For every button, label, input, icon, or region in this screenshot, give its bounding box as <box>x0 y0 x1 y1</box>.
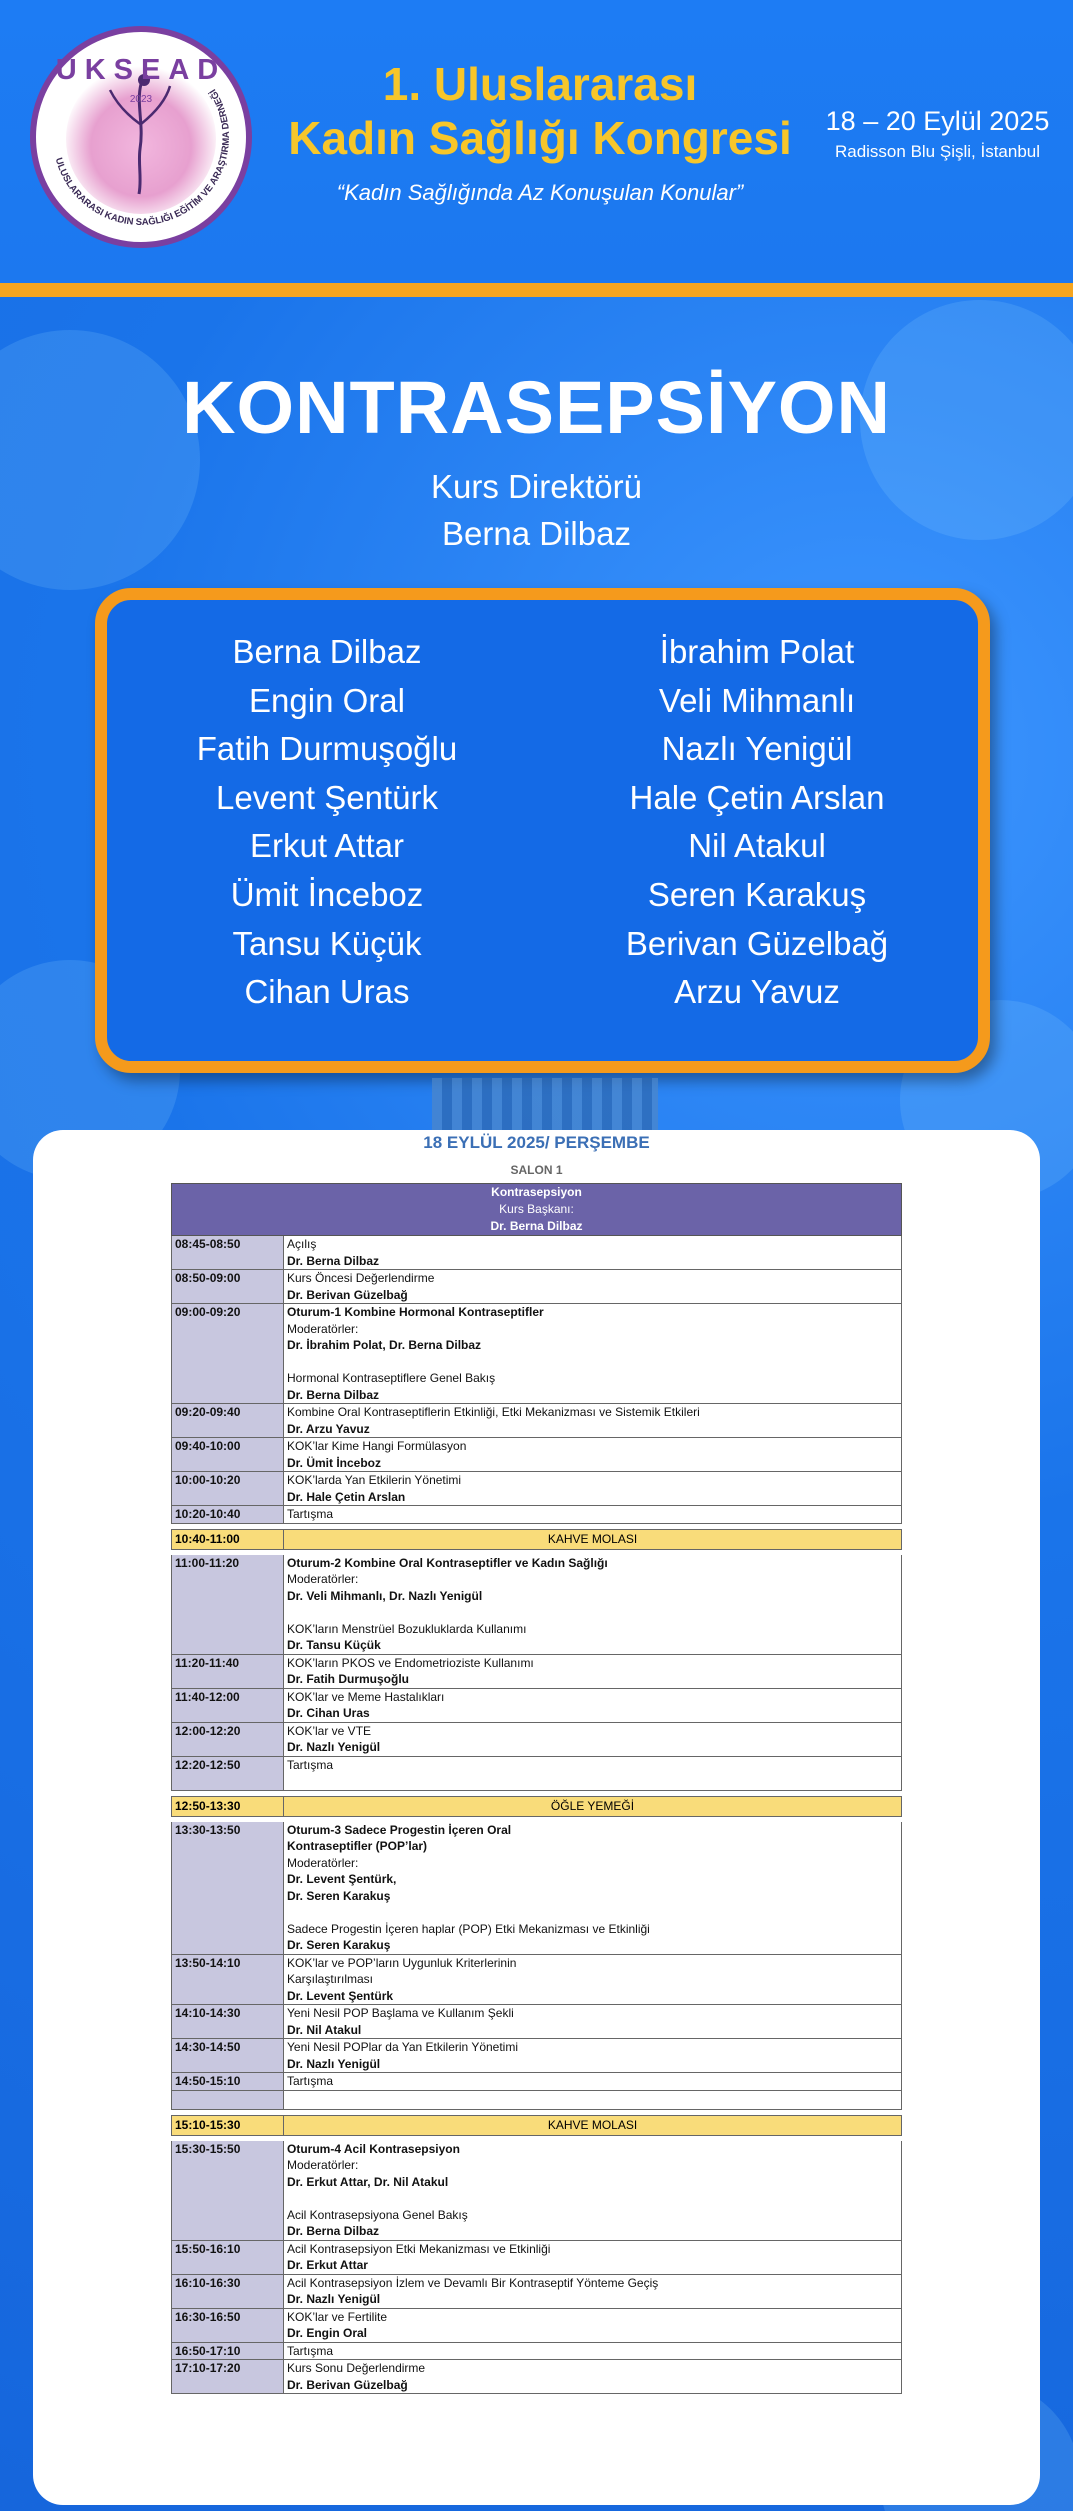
program-time: 08:45-08:50 <box>172 1236 284 1269</box>
program-time: 14:30-14:50 <box>172 2039 284 2072</box>
speaker-or-session-title: Dr. Nazlı Yenigül <box>287 1740 381 1754</box>
congress-title-line1: 1. Uluslararası <box>382 58 698 110</box>
program-time: 13:30-13:50 <box>172 1822 284 1954</box>
session-rows-afternoon <box>171 1822 902 2091</box>
program-row <box>171 2309 902 2343</box>
congress-subtitle: “Kadın Sağlığında Az Konuşulan Konular” <box>336 180 744 205</box>
program-row <box>171 2073 902 2091</box>
speaker-or-session-title: Oturum-4 Acil Kontrasepsiyon <box>287 2141 460 2156</box>
program-text: Acil Kontrasepsiyon Etki Mekanizması ve Etkinliği <box>287 2241 551 2256</box>
program-row <box>171 2141 902 2241</box>
program-time: 16:30-16:50 <box>172 2309 284 2342</box>
speaker-or-session-title: Dr. Engin Oral <box>287 2326 368 2340</box>
program-row <box>171 1236 902 1270</box>
faculty-name: Nazlı Yenigül <box>661 730 853 768</box>
program-text: KOK’lar ve Fertilite <box>287 2309 388 2324</box>
program-text <box>287 1354 901 1371</box>
break-time: 15:10-15:30 <box>172 2116 284 2135</box>
program-row <box>171 1270 902 1304</box>
speaker-or-session-title: Oturum-3 Sadece Progestin İçeren Oral <box>287 1822 512 1837</box>
program-text: Tartışma <box>287 2343 334 2358</box>
course-title: KONTRASEPSİYON <box>182 366 891 449</box>
program-text: KOK’ların PKOS ve Endometrioziste Kullanımı <box>287 1655 534 1670</box>
program-topic <box>284 2343 901 2360</box>
program-topic <box>284 1955 901 2005</box>
faculty-name: Berna Dilbaz <box>232 633 422 670</box>
faculty-name: Arzu Yavuz <box>674 973 840 1011</box>
faculty-name: İbrahim Polat <box>659 633 855 670</box>
program-row <box>171 1689 902 1723</box>
program-time: 17:10-17:20 <box>172 2360 284 2393</box>
svg-text:ULUSLARARASI KADIN SAĞLIĞI EĞİ: ULUSLARARASI KADIN SAĞLIĞI EĞİTİM VE ARAŞTIRMA DERNEĞİ <box>52 86 233 229</box>
speaker-or-session-title: Dr. Berna Dilbaz <box>287 1387 380 1402</box>
faculty-name: Ümit İnceboz <box>230 875 424 913</box>
break-row <box>171 1529 902 1550</box>
program-row <box>171 1438 902 1472</box>
program-text: KOK’ların Menstrüel Bozukluklarda Kullanımı <box>287 1621 527 1636</box>
program-topic <box>284 2241 901 2274</box>
program-time: 14:10-14:30 <box>172 2005 284 2038</box>
speaker-or-session-title: Dr. Erkut Attar, Dr. Nil Atakul <box>287 2174 449 2189</box>
program-topic <box>284 1270 901 1303</box>
program-time: 14:50-15:10 <box>172 2073 284 2090</box>
congress-date: 18 – 20 Eylül 2025 <box>825 106 1050 136</box>
program-time: 11:00-11:20 <box>172 1555 284 1654</box>
program-time: 12:20-12:50 <box>172 1757 284 1790</box>
program-topic <box>284 2309 901 2342</box>
logo-year: 2023 <box>129 94 153 105</box>
program-time: 10:20-10:40 <box>172 1506 284 1523</box>
header-divider <box>0 283 1073 297</box>
program-topic <box>284 2005 901 2038</box>
column-decoration <box>432 1078 658 1130</box>
program-row <box>171 1822 902 1955</box>
program-row <box>171 1655 902 1689</box>
speaker-or-session-title: Dr. Arzu Yavuz <box>287 1421 370 1436</box>
program-time: 09:20-09:40 <box>172 1404 284 1437</box>
program-row <box>171 2343 902 2361</box>
program-text: Moderatörler: <box>287 2158 359 2172</box>
faculty-name: Hale Çetin Arslan <box>629 778 885 816</box>
break-row <box>171 1796 902 1817</box>
speaker-or-session-title: Dr. Levent Şentürk, <box>287 1872 397 1886</box>
program-time: 11:20-11:40 <box>172 1655 284 1688</box>
program-time: 16:50-17:10 <box>172 2343 284 2360</box>
program-text: Moderatörler: <box>287 1321 359 1336</box>
program-topic <box>284 1472 901 1505</box>
faculty-column-right <box>547 628 967 1017</box>
program-row <box>171 1404 902 1438</box>
program-topic <box>284 1757 901 1790</box>
faculty-name: Nil Atakul <box>688 827 826 865</box>
program-topic <box>284 2039 901 2072</box>
faculty-name: Seren Karakuş <box>647 875 867 913</box>
program-topic <box>284 1236 901 1269</box>
program-row <box>171 2241 902 2275</box>
session-rows-morning <box>171 1236 902 1524</box>
speaker-or-session-title: Dr. Nazlı Yenigül <box>287 2056 381 2071</box>
speaker-or-session-title: Oturum-1 Kombine Hormonal Kontraseptifler <box>287 1305 544 1319</box>
speaker-or-session-title: Dr. Berna Dilbaz <box>287 2224 380 2238</box>
program-topic <box>284 1555 901 1654</box>
program-topic <box>284 1723 901 1756</box>
program-row <box>171 2360 902 2394</box>
speaker-or-session-title: Dr. Ümit İnceboz <box>287 1455 382 1470</box>
program-time: 15:50-16:10 <box>172 2241 284 2274</box>
speaker-or-session-title: Dr. Seren Karakuş <box>287 1888 391 1903</box>
program-text: KOK’lar ve VTE <box>287 1723 372 1738</box>
break-time: 10:40-11:00 <box>172 1530 284 1549</box>
program-table <box>171 1183 902 2394</box>
empty-row <box>171 2091 902 2110</box>
break-label: KAHVE MOLASI <box>547 2117 638 2132</box>
program-topic <box>284 2141 901 2240</box>
program-row <box>171 1955 902 2006</box>
program-text: Acil Kontrasepsiyona Genel Bakış <box>287 2207 468 2222</box>
session-rows-late-morning <box>171 1555 902 1791</box>
break-label: KAHVE MOLASI <box>547 1531 638 1546</box>
congress-venue: Radisson Blu Şişli, İstanbul <box>834 142 1041 161</box>
program-row <box>171 1757 902 1791</box>
congress-title-line2: Kadın Sağlığı Kongresi <box>288 112 792 164</box>
faculty-name: Fatih Durmuşoğlu <box>196 730 458 768</box>
speaker-or-session-title: Kontraseptifler (POP’lar) <box>287 1839 428 1853</box>
uksead-logo <box>30 26 252 248</box>
speaker-or-session-title: Dr. Berivan Güzelbağ <box>287 1287 408 1302</box>
program-row <box>171 2275 902 2309</box>
faculty-name: Veli Mihmanlı <box>658 681 856 719</box>
speaker-or-session-title: Dr. İbrahim Polat, Dr. Berna Dilbaz <box>287 1338 482 1352</box>
faculty-box <box>95 588 990 1073</box>
program-time: 09:00-09:20 <box>172 1304 284 1403</box>
program-topic <box>284 1506 901 1523</box>
program-header-chair-label: Kurs Başkanı: <box>499 1202 574 1216</box>
program-text: KOK’larda Yan Etkilerin Yönetimi <box>287 1473 462 1487</box>
program-topic <box>284 1822 901 1954</box>
program-text <box>287 1773 901 1790</box>
program-text: Yeni Nesil POP Başlama ve Kullanım Şekli <box>287 2006 514 2020</box>
program-time: 10:00-10:20 <box>172 1472 284 1505</box>
speaker-or-session-title: Dr. Berivan Güzelbağ <box>287 2377 408 2392</box>
program-header-chair: Dr. Berna Dilbaz <box>490 1219 583 1233</box>
speaker-or-session-title: Dr. Fatih Durmuşoğlu <box>287 1672 410 1686</box>
program-table-header <box>171 1183 902 1236</box>
speaker-or-session-title: Dr. Berna Dilbaz <box>287 1253 380 1268</box>
program-topic <box>284 2073 901 2090</box>
program-text: Yeni Nesil POPlar da Yan Etkilerin Yönetimi <box>287 2040 519 2054</box>
speaker-or-session-title: Dr. Nazlı Yenigül <box>287 2292 381 2306</box>
program-text: Kurs Sonu Değerlendirme <box>287 2361 426 2375</box>
program-text: KOK’lar ve Meme Hastalıkları <box>287 1689 445 1704</box>
director-name: Berna Dilbaz <box>442 515 631 552</box>
program-text: Tartışma <box>287 1757 334 1772</box>
program-time: 13:50-14:10 <box>172 1955 284 2005</box>
speaker-or-session-title: Dr. Veli Mihmanlı, Dr. Nazlı Yenigül <box>287 1588 483 1603</box>
program-topic <box>284 2360 901 2393</box>
program-time: 15:30-15:50 <box>172 2141 284 2240</box>
program-time: 16:10-16:30 <box>172 2275 284 2308</box>
faculty-name: Berivan Güzelbağ <box>625 924 889 962</box>
faculty-name: Levent Şentürk <box>216 778 438 816</box>
break-label: ÖĞLE YEMEĞİ <box>550 1798 635 1813</box>
program-text <box>287 1604 901 1621</box>
program-text: Kombine Oral Kontraseptiflerin Etkinliği, Etki Mekanizması ve Sistemik Etkileri <box>287 1405 700 1419</box>
program-topic <box>284 1438 901 1471</box>
program-time: 08:50-09:00 <box>172 1270 284 1303</box>
program-text: Moderatörler: <box>287 1855 359 1870</box>
faculty-column-left <box>117 628 537 1017</box>
speaker-or-session-title: Dr. Hale Çetin Arslan <box>287 1489 406 1504</box>
speaker-or-session-title: Dr. Tansu Küçük <box>287 1638 381 1652</box>
session-rows-late-afternoon <box>171 2141 902 2395</box>
program-text: Moderatörler: <box>287 1572 359 1586</box>
program-row <box>171 1472 902 1506</box>
program-text <box>287 2190 901 2207</box>
director-label: Kurs Direktörü <box>431 468 642 505</box>
program-topic <box>284 1404 901 1437</box>
program-text: Karşılaştırılması <box>287 1972 374 1986</box>
program-text: Hormonal Kontraseptiflere Genel Bakış <box>287 1371 496 1385</box>
program-topic <box>284 1304 901 1403</box>
program-text: Tartışma <box>287 2074 334 2088</box>
faculty-name: Tansu Küçük <box>232 924 422 962</box>
program-text <box>287 1904 901 1921</box>
program-row <box>171 1506 902 1524</box>
speaker-or-session-title: Dr. Nil Atakul <box>287 2022 362 2037</box>
program-topic <box>284 1689 901 1722</box>
program-time: 09:40-10:00 <box>172 1438 284 1471</box>
program-row <box>171 2039 902 2073</box>
program-row <box>171 1304 902 1404</box>
program-header-title: Kontrasepsiyon <box>491 1185 582 1199</box>
speaker-or-session-title: Oturum-2 Kombine Oral Kontraseptifler ve Kadın Sağlığı <box>287 1555 608 1570</box>
program-salon: SALON 1 <box>510 1163 563 1177</box>
program-text: Sadece Progestin İçeren haplar (POP) Etki Mekanizması ve Etkinliği <box>287 1921 650 1936</box>
program-text: Kurs Öncesi Değerlendirme <box>287 1271 435 1285</box>
program-text: Açılış <box>287 1237 317 1251</box>
faculty-name: Cihan Uras <box>244 973 410 1011</box>
program-text: KOK’lar ve POP’ların Uygunluk Kriterlerinin <box>287 1955 517 1970</box>
logo-acronym: UKSEAD <box>55 54 227 86</box>
program-time: 11:40-12:00 <box>172 1689 284 1722</box>
program-row <box>171 1723 902 1757</box>
speaker-or-session-title: Dr. Levent Şentürk <box>287 1988 394 2003</box>
faculty-name: Engin Oral <box>249 681 405 719</box>
break-row <box>171 2115 902 2136</box>
program-topic <box>284 1655 901 1688</box>
program-date: 18 EYLÜL 2025/ PERŞEMBE <box>423 1133 650 1152</box>
program-time: 12:00-12:20 <box>172 1723 284 1756</box>
program-topic <box>284 2275 901 2308</box>
program-text: Tartışma <box>287 1507 334 1521</box>
header-banner <box>0 0 1073 283</box>
speaker-or-session-title: Dr. Erkut Attar <box>287 2258 368 2272</box>
program-row <box>171 1555 902 1655</box>
program-text: KOK’lar Kime Hangi Formülasyon <box>287 1439 467 1453</box>
speaker-or-session-title: Dr. Cihan Uras <box>287 1706 370 1720</box>
program-text: Acil Kontrasepsiyon İzlem ve Devamlı Bir Kontraseptif Yönteme Geçiş <box>287 2275 659 2290</box>
speaker-or-session-title: Dr. Seren Karakuş <box>287 1938 391 1952</box>
program-row <box>171 2005 902 2039</box>
break-time: 12:50-13:30 <box>172 1797 284 1816</box>
faculty-name: Erkut Attar <box>249 827 405 865</box>
